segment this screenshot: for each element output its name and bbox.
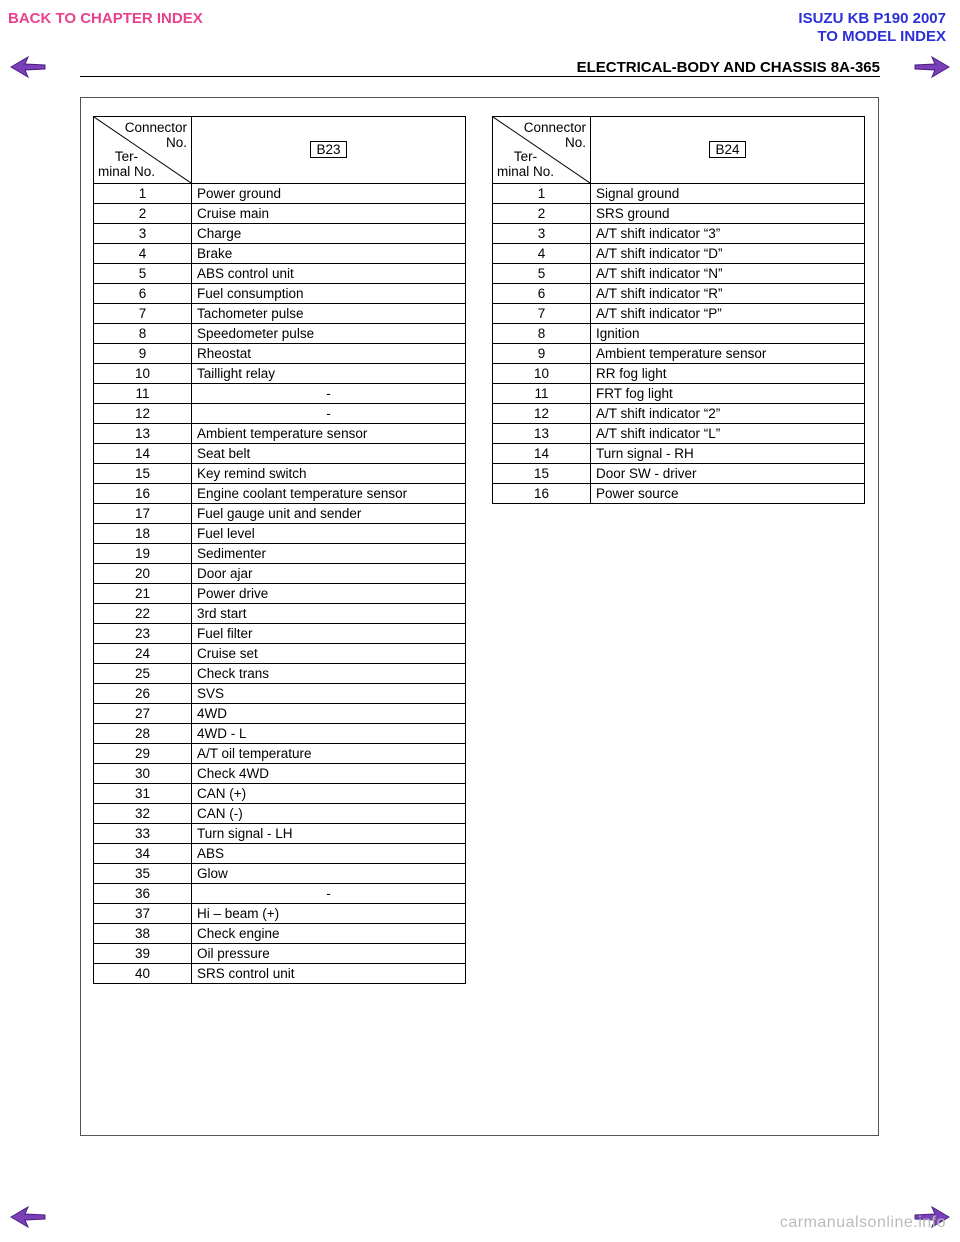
terminal-function: Taillight relay xyxy=(192,364,466,384)
terminal-number: 14 xyxy=(493,444,591,464)
table-row xyxy=(94,744,466,764)
connector-no-label xyxy=(524,120,586,150)
terminal-function: Check 4WD xyxy=(192,764,466,784)
terminal-function: Power drive xyxy=(192,584,466,604)
terminal-number: 25 xyxy=(94,664,192,684)
table-row xyxy=(94,924,466,944)
terminal-function: A/T shift indicator “2” xyxy=(591,404,865,424)
table-row xyxy=(94,844,466,864)
table-row xyxy=(94,564,466,584)
connector-no-label xyxy=(125,120,187,150)
terminal-number: 1 xyxy=(94,184,192,204)
table-row xyxy=(94,464,466,484)
terminal-function: Check trans xyxy=(192,664,466,684)
terminal-function: A/T shift indicator “3” xyxy=(591,224,865,244)
terminal-function: Door ajar xyxy=(192,564,466,584)
connector-table-b24 xyxy=(492,116,865,504)
page-header-title: ELECTRICAL-BODY AND CHASSIS 8A-365 xyxy=(576,59,880,76)
terminal-function: Power ground xyxy=(192,184,466,204)
previous-page-arrow-icon[interactable] xyxy=(10,1206,46,1228)
terminal-number: 33 xyxy=(94,824,192,844)
table-row xyxy=(493,244,865,264)
terminal-function: A/T shift indicator “R” xyxy=(591,284,865,304)
terminal-function: Signal ground xyxy=(591,184,865,204)
terminal-function: A/T shift indicator “N” xyxy=(591,264,865,284)
terminal-function: Glow xyxy=(192,864,466,884)
terminal-number: 11 xyxy=(94,384,192,404)
terminal-number: 2 xyxy=(94,204,192,224)
terminal-function: Tachometer pulse xyxy=(192,304,466,324)
table-row xyxy=(493,304,865,324)
table-row xyxy=(94,644,466,664)
terminal-function: ABS xyxy=(192,844,466,864)
table-row xyxy=(94,484,466,504)
terminal-function: Ignition xyxy=(591,324,865,344)
terminal-function: - xyxy=(192,404,466,424)
table-row xyxy=(94,704,466,724)
header-divider xyxy=(80,76,880,77)
model-name: ISUZU KB P190 2007 xyxy=(798,10,946,27)
terminal-function: SRS ground xyxy=(591,204,865,224)
terminal-function: CAN (+) xyxy=(192,784,466,804)
terminal-number: 40 xyxy=(94,964,192,984)
terminal-number: 12 xyxy=(493,404,591,424)
no-label: No. xyxy=(564,135,586,150)
terminal-function: Rheostat xyxy=(192,344,466,364)
table-header-row xyxy=(493,117,865,184)
terminal-number: 23 xyxy=(94,624,192,644)
terminal-function: A/T shift indicator “P” xyxy=(591,304,865,324)
terminal-function: Cruise set xyxy=(192,644,466,664)
table-row xyxy=(94,264,466,284)
table-row xyxy=(94,624,466,644)
terminal-number: 9 xyxy=(493,344,591,364)
connector-table-b23 xyxy=(93,116,466,984)
terminal-number: 16 xyxy=(94,484,192,504)
terminal-function: SVS xyxy=(192,684,466,704)
terminal-function: Fuel consumption xyxy=(192,284,466,304)
table-row xyxy=(94,304,466,324)
terminal-number: 3 xyxy=(493,224,591,244)
table-header-row xyxy=(94,117,466,184)
ter-label: Ter- xyxy=(114,149,139,164)
terminal-number: 37 xyxy=(94,904,192,924)
terminal-function: Cruise main xyxy=(192,204,466,224)
table-row xyxy=(94,424,466,444)
terminal-no-label xyxy=(98,149,155,179)
table-row xyxy=(94,724,466,744)
table-row xyxy=(94,244,466,264)
terminal-number: 18 xyxy=(94,524,192,544)
terminal-function: Seat belt xyxy=(192,444,466,464)
terminal-number: 15 xyxy=(94,464,192,484)
terminal-function: 3rd start xyxy=(192,604,466,624)
table-row xyxy=(94,884,466,904)
terminal-number: 12 xyxy=(94,404,192,424)
table-row xyxy=(94,344,466,364)
connector-id-cell xyxy=(591,117,865,184)
table-row xyxy=(94,784,466,804)
terminal-number: 24 xyxy=(94,644,192,664)
minal-no-label: minal No. xyxy=(497,164,555,179)
terminal-function: Power source xyxy=(591,484,865,504)
previous-page-arrow-icon[interactable] xyxy=(10,56,46,78)
table-row xyxy=(94,324,466,344)
terminal-number: 27 xyxy=(94,704,192,724)
terminal-function: ABS control unit xyxy=(192,264,466,284)
terminal-function: Check engine xyxy=(192,924,466,944)
terminal-number: 2 xyxy=(493,204,591,224)
terminal-number: 20 xyxy=(94,564,192,584)
terminal-number: 5 xyxy=(94,264,192,284)
terminal-number: 36 xyxy=(94,884,192,904)
table-row xyxy=(493,464,865,484)
terminal-function: Fuel gauge unit and sender xyxy=(192,504,466,524)
terminal-number: 17 xyxy=(94,504,192,524)
terminal-number: 9 xyxy=(94,344,192,364)
terminal-number: 3 xyxy=(94,224,192,244)
terminal-function: Sedimenter xyxy=(192,544,466,564)
terminal-number: 35 xyxy=(94,864,192,884)
terminal-number: 16 xyxy=(493,484,591,504)
terminal-number: 4 xyxy=(493,244,591,264)
table-row xyxy=(493,284,865,304)
table-row xyxy=(94,964,466,984)
terminal-number: 28 xyxy=(94,724,192,744)
table-row xyxy=(94,604,466,624)
terminal-number: 10 xyxy=(493,364,591,384)
terminal-number: 32 xyxy=(94,804,192,824)
table-row xyxy=(493,324,865,344)
table-row xyxy=(94,824,466,844)
minal-no-label: minal No. xyxy=(98,164,156,179)
terminal-function: FRT fog light xyxy=(591,384,865,404)
table-row xyxy=(94,764,466,784)
table-row xyxy=(94,504,466,524)
table-row xyxy=(94,544,466,564)
no-label: No. xyxy=(165,135,187,150)
terminal-function: Hi – beam (+) xyxy=(192,904,466,924)
terminal-number: 13 xyxy=(493,424,591,444)
terminal-number: 4 xyxy=(94,244,192,264)
terminal-function: Door SW - driver xyxy=(591,464,865,484)
terminal-number: 10 xyxy=(94,364,192,384)
terminal-number: 22 xyxy=(94,604,192,624)
terminal-number: 5 xyxy=(493,264,591,284)
terminal-number: 8 xyxy=(493,324,591,344)
connector-id: B23 xyxy=(310,141,346,158)
terminal-number: 14 xyxy=(94,444,192,464)
table-row xyxy=(94,364,466,384)
terminal-function: Speedometer pulse xyxy=(192,324,466,344)
table-row xyxy=(94,664,466,684)
connector-label: Connector xyxy=(523,120,586,135)
terminal-number: 26 xyxy=(94,684,192,704)
table-row xyxy=(493,204,865,224)
table-row xyxy=(493,484,865,504)
connector-label: Connector xyxy=(124,120,187,135)
table-row xyxy=(493,404,865,424)
terminal-function: Charge xyxy=(192,224,466,244)
table-row xyxy=(94,384,466,404)
table-row xyxy=(493,364,865,384)
terminal-number: 39 xyxy=(94,944,192,964)
terminal-number: 34 xyxy=(94,844,192,864)
terminal-function: A/T shift indicator “D” xyxy=(591,244,865,264)
to-model-index-label: TO MODEL INDEX xyxy=(817,28,946,45)
table-row xyxy=(493,384,865,404)
table-row xyxy=(94,184,466,204)
terminal-number: 15 xyxy=(493,464,591,484)
terminal-function: 4WD - L xyxy=(192,724,466,744)
terminal-number: 19 xyxy=(94,544,192,564)
terminal-number: 7 xyxy=(493,304,591,324)
to-model-index-link[interactable] xyxy=(798,10,946,46)
terminal-function: Ambient temperature sensor xyxy=(591,344,865,364)
next-page-arrow-icon[interactable] xyxy=(914,56,950,78)
back-to-chapter-index-link[interactable]: BACK TO CHAPTER INDEX xyxy=(8,10,203,27)
terminal-number: 6 xyxy=(493,284,591,304)
terminal-function: Fuel level xyxy=(192,524,466,544)
terminal-number: 7 xyxy=(94,304,192,324)
terminal-function: A/T oil temperature xyxy=(192,744,466,764)
table-row xyxy=(94,944,466,964)
table-row xyxy=(493,184,865,204)
terminal-function: CAN (-) xyxy=(192,804,466,824)
terminal-function: - xyxy=(192,384,466,404)
terminal-number: 1 xyxy=(493,184,591,204)
table-row xyxy=(94,684,466,704)
table-row xyxy=(94,444,466,464)
terminal-function: SRS control unit xyxy=(192,964,466,984)
table-row xyxy=(94,224,466,244)
terminal-function: Turn signal - RH xyxy=(591,444,865,464)
terminal-function: Key remind switch xyxy=(192,464,466,484)
ter-label: Ter- xyxy=(513,149,538,164)
terminal-number: 13 xyxy=(94,424,192,444)
terminal-function: Ambient temperature sensor xyxy=(192,424,466,444)
terminal-function: - xyxy=(192,884,466,904)
table-row xyxy=(94,804,466,824)
terminal-function: Fuel filter xyxy=(192,624,466,644)
terminal-number: 11 xyxy=(493,384,591,404)
terminal-number: 8 xyxy=(94,324,192,344)
header-corner-cell xyxy=(493,117,591,184)
terminal-function: 4WD xyxy=(192,704,466,724)
terminal-function: Oil pressure xyxy=(192,944,466,964)
terminal-function: Brake xyxy=(192,244,466,264)
table-row xyxy=(94,584,466,604)
watermark: carmanualsonline.info xyxy=(779,1214,946,1231)
terminal-number: 21 xyxy=(94,584,192,604)
table-row xyxy=(493,344,865,364)
terminal-number: 38 xyxy=(94,924,192,944)
terminal-number: 6 xyxy=(94,284,192,304)
terminal-function: Turn signal - LH xyxy=(192,824,466,844)
terminal-number: 30 xyxy=(94,764,192,784)
terminal-function: Engine coolant temperature sensor xyxy=(192,484,466,504)
terminal-no-label xyxy=(497,149,554,179)
connector-id-cell xyxy=(192,117,466,184)
table-row xyxy=(493,224,865,244)
table-row xyxy=(493,444,865,464)
terminal-function: RR fog light xyxy=(591,364,865,384)
terminal-function: A/T shift indicator “L” xyxy=(591,424,865,444)
table-row xyxy=(493,264,865,284)
table-row xyxy=(94,404,466,424)
terminal-number: 29 xyxy=(94,744,192,764)
table-row xyxy=(94,204,466,224)
terminal-number: 31 xyxy=(94,784,192,804)
table-row xyxy=(493,424,865,444)
header-corner-cell xyxy=(94,117,192,184)
table-row xyxy=(94,524,466,544)
table-row xyxy=(94,284,466,304)
table-row xyxy=(94,904,466,924)
table-row xyxy=(94,864,466,884)
connector-id: B24 xyxy=(709,141,745,158)
